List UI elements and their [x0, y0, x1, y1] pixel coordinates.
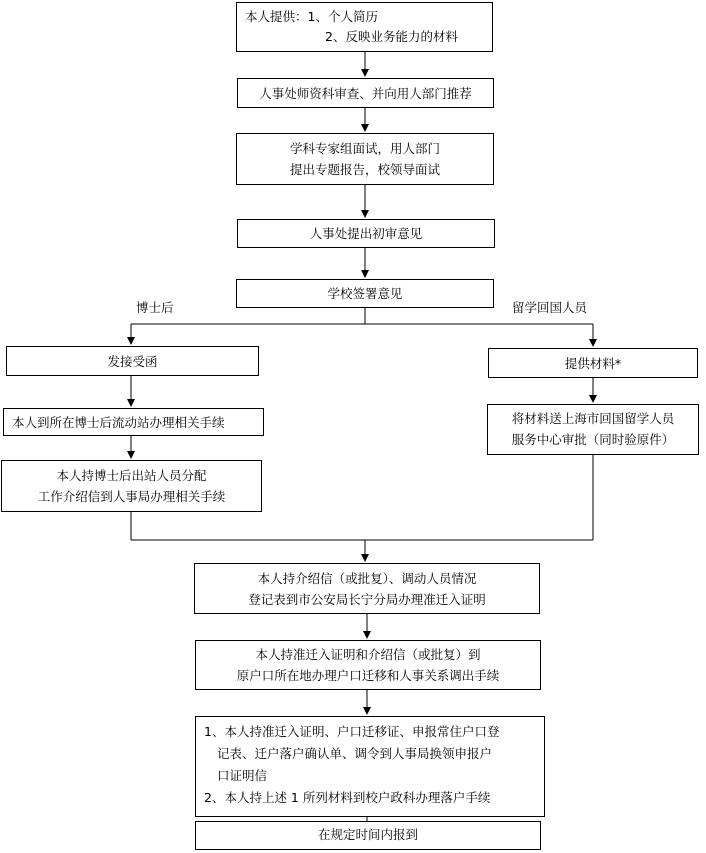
step-household-transfer-line1: 本人持准迁入证明和介绍信（或批复）到: [255, 647, 481, 662]
step-expert-interview: [236, 133, 494, 185]
step-household-transfer-line2: 原户口所在地办理户口迁移和人事关系调出手续: [236, 668, 500, 683]
step-expert-interview-line1: 学科专家组面试，用人部门: [289, 141, 440, 156]
left-step-introduction-letter-line2: 工作介绍信到人事局办理相关手续: [37, 489, 226, 504]
step-report-on-time: [195, 821, 541, 850]
branch-label-returnees: 留学回国人员: [512, 300, 588, 315]
right-step-service-center: [487, 404, 699, 455]
step-provide-resume-line1: 本人提供：1、个人简历: [245, 9, 378, 24]
right-step-provide-materials-text: 提供材料*: [564, 356, 622, 371]
step-preliminary-opinion-text: 人事处提出初审意见: [309, 226, 423, 241]
step-police-migration: [194, 563, 540, 614]
step-expert-interview-line2: 提出专题报告，校领导面试: [289, 162, 440, 177]
left-step-introduction-letter: [1, 460, 262, 512]
step-personnel-review-text: 人事处师资科审查、并向用人部门推荐: [259, 86, 472, 101]
step-provide-resume: [236, 2, 493, 52]
left-step-introduction-letter-line1: 本人持博士后出站人员分配: [56, 468, 207, 483]
left-step-postdoc-station-text: 本人到所在博士后流动站办理相关手续: [12, 415, 225, 430]
step-provide-resume-line2: 2、反映业务能力的材料: [325, 29, 458, 44]
branch-label-postdoc: 博士后: [136, 300, 174, 315]
step-police-migration-line2: 登记表到市公安局长宁分局办理准迁入证明: [248, 592, 486, 607]
left-step-acceptance-letter-text: 发接受函: [107, 354, 158, 369]
step-police-migration-line1: 本人持介绍信（或批复）、调动人员情况: [257, 571, 477, 586]
step-personnel-review: [237, 78, 494, 108]
left-step-postdoc-station: [3, 408, 264, 436]
right-step-service-center-line2: 服务中心审批（同时验原件）: [511, 432, 675, 447]
right-step-service-center-line1: 将材料送上海市回国留学人员: [511, 411, 675, 426]
step-school-sign-text: 学校签署意见: [327, 286, 403, 301]
step-settlement-procedures-line3: 口证明信: [217, 768, 268, 783]
right-step-provide-materials: [488, 348, 698, 378]
step-preliminary-opinion: [237, 219, 495, 248]
step-school-sign: [236, 279, 494, 308]
step-settlement-procedures: [195, 716, 545, 817]
step-report-on-time-text: 在规定时间内报到: [317, 827, 418, 842]
left-step-acceptance-letter: [6, 346, 259, 376]
step-settlement-procedures-line1: 1、本人持准迁入证明、户口迁移证、申报常住户口登: [204, 724, 500, 739]
step-household-transfer: [195, 640, 541, 690]
step-settlement-procedures-line4: 2、本人持上述 1 所列材料到校户政科办理落户手续: [204, 790, 491, 805]
step-settlement-procedures-line2: 记表、迁户落户确认单、调令到人事局换领申报户: [217, 746, 493, 761]
